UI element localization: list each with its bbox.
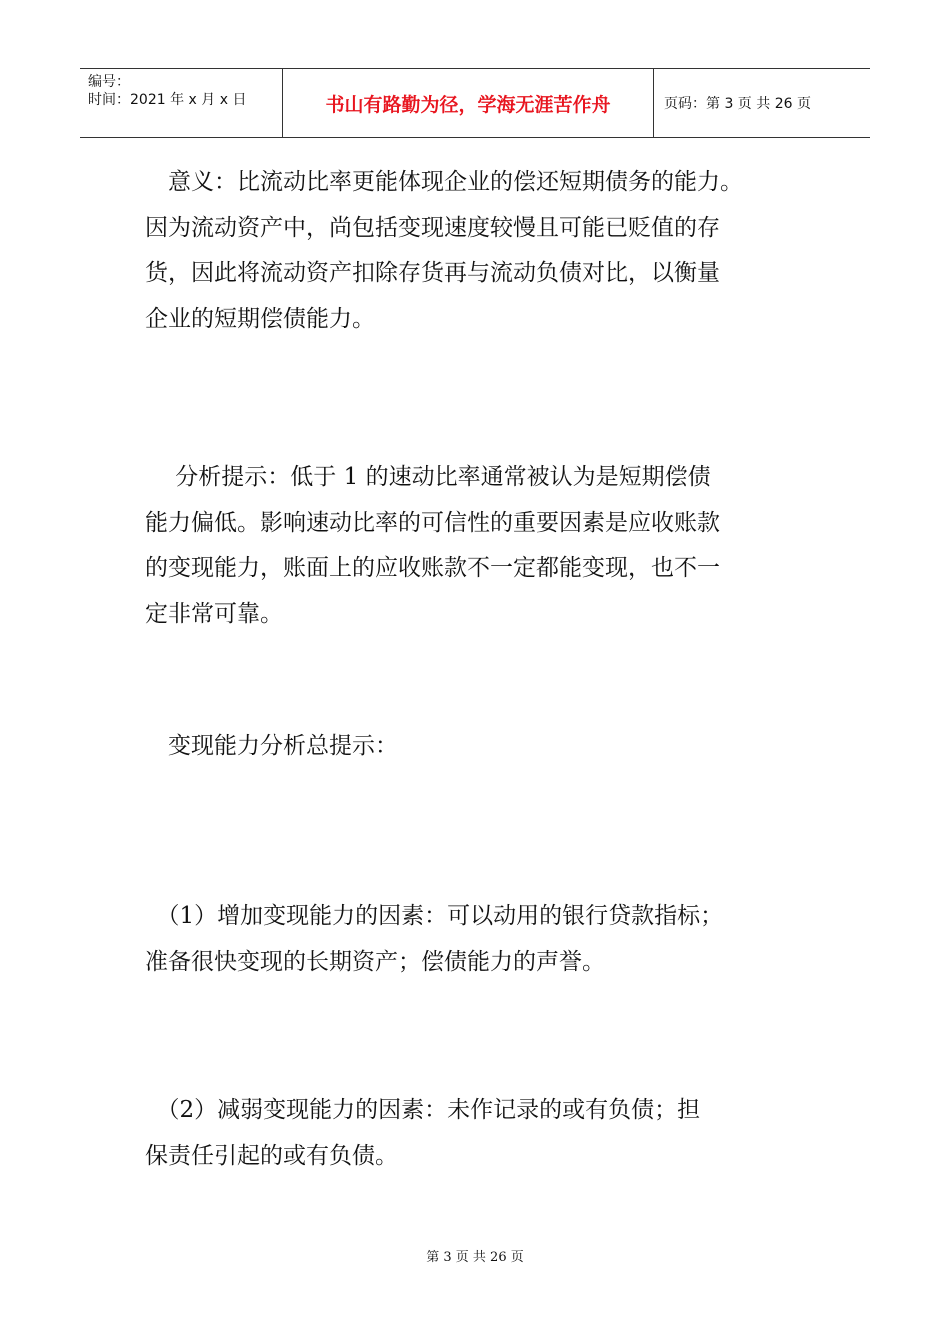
text-line: 意义：比流动比率更能体现企业的偿还短期债务的能力。 [145, 169, 743, 195]
paragraph-analysis-hint [145, 455, 815, 637]
paragraph-summary-heading [145, 724, 815, 770]
paragraph-increase-factors [145, 894, 815, 985]
header-motto: 书山有路勤为径，学海无涯苦作舟 [283, 69, 654, 137]
text-line: 分析提示：低于 1 的速动比率通常被认为是短期偿债 [145, 464, 711, 490]
text-line: 的变现能力，账面上的应收账款不一定都能变现，也不一 [145, 555, 720, 581]
text-line: 因为流动资产中，尚包括变现速度较慢且可能已贬值的存 [145, 214, 720, 241]
paragraph-significance [145, 160, 815, 342]
text-line: （2）减弱变现能力的因素：未作记录的或有负债；担 [145, 1097, 701, 1123]
document-time-label: 时间：2021 年 x 月 x 日 [88, 92, 247, 108]
text-line: 货，因此将流动资产扣除存货再与流动负债对比，以衡量 [145, 260, 720, 286]
text-line: 保责任引起的或有负债。 [145, 1142, 398, 1169]
text-line: 变现能力分析总提示： [145, 733, 398, 759]
header-meta-cell [80, 69, 283, 137]
paragraph-decrease-factors [145, 1088, 815, 1179]
text-line: （1）增加变现能力的因素：可以动用的银行贷款指标； [145, 903, 724, 929]
text-line: 企业的短期偿债能力。 [145, 305, 375, 332]
text-line: 准备很快变现的长期资产；偿债能力的声誉。 [145, 948, 605, 975]
text-line: 能力偏低。影响速动比率的可信性的重要因素是应收账款 [145, 509, 720, 536]
page-header [80, 68, 870, 138]
header-page-info: 页码：第 3 页 共 26 页 [664, 96, 811, 112]
text-line: 定非常可靠。 [145, 600, 283, 627]
page-footer: 第 3 页 共 26 页 [426, 1250, 524, 1265]
document-number-label: 编号： [88, 74, 130, 90]
